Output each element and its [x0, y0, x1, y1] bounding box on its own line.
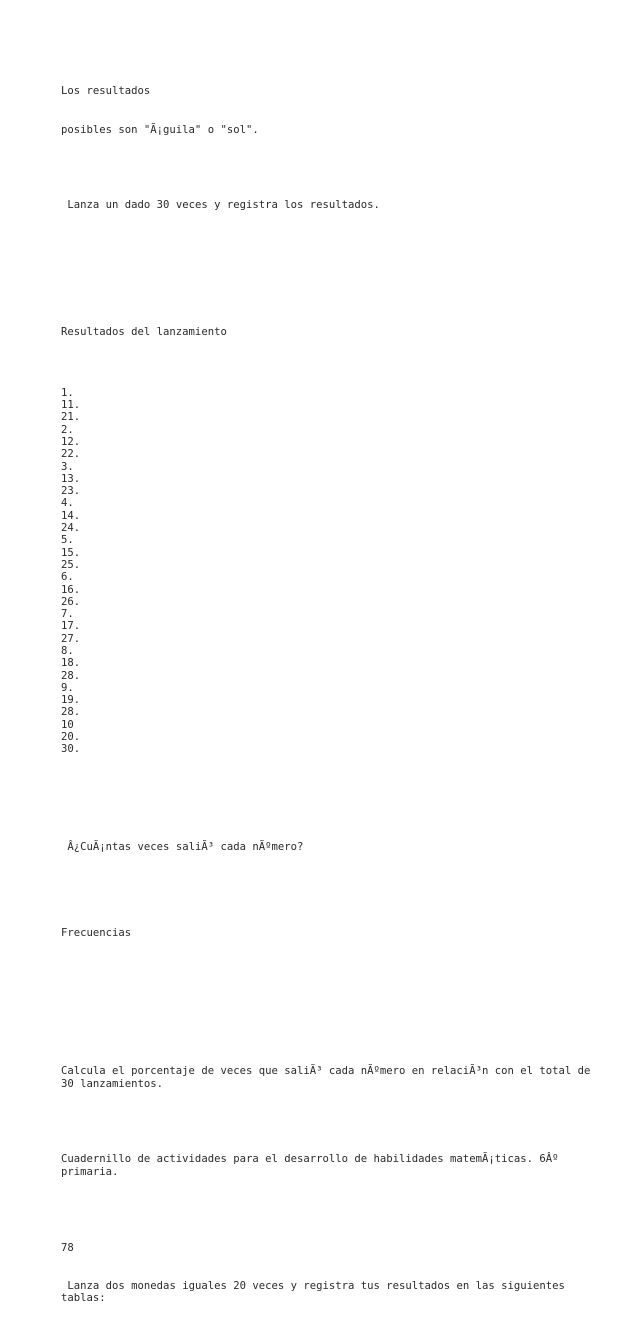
list-item: 17. — [61, 620, 81, 633]
list-item: 13. — [61, 472, 81, 485]
list-item: 18. — [61, 657, 81, 670]
list-item: 27. — [61, 632, 81, 645]
list-item: 2. — [61, 423, 74, 436]
list-item: 19. — [61, 694, 81, 707]
frecuencias-label: Frecuencias — [61, 926, 132, 939]
list-item: 28. — [61, 706, 81, 719]
list-item: 10 — [61, 718, 74, 731]
list-item: 20. — [61, 731, 81, 744]
list-item: 21. — [61, 411, 81, 424]
list-item: 24. — [61, 522, 81, 535]
footer-booklet-note: Cuadernillo de actividades para el desarrollo de habilidades matemÃ¡ticas. 6Âº primaria. — [61, 1153, 565, 1179]
list-item: 14. — [61, 509, 81, 522]
intro-line-2: posibles son "Ã¡guila" o "sol". — [61, 123, 259, 136]
list-item: 16. — [61, 583, 81, 596]
document-page — [61, 60, 601, 1318]
list-item: 22. — [61, 448, 81, 461]
list-item: 6. — [61, 571, 74, 584]
list-item: 25. — [61, 558, 81, 571]
list-item: 5. — [61, 534, 74, 547]
results-heading: Resultados del lanzamiento — [61, 325, 227, 338]
list-item: 28. — [61, 669, 81, 682]
page-number: 78 — [61, 1241, 74, 1254]
list-item: 4. — [61, 497, 74, 510]
percentage-instruction: Calcula el porcentaje de veces que saliÃ³ cada nÃºmero en relaciÃ³n con el total de 30 lanzamientos. — [61, 1065, 597, 1090]
list-item: 26. — [61, 595, 81, 608]
intro-line-1: Los resultados — [61, 85, 151, 98]
results-list — [61, 387, 601, 756]
list-item: 1. — [61, 386, 74, 399]
list-item: 7. — [61, 608, 74, 621]
list-item: 12. — [61, 435, 81, 448]
frequency-question: Â¿CuÃ¡ntas veces saliÃ³ cada nÃºmero? — [61, 841, 304, 854]
list-item: 9. — [61, 681, 74, 694]
list-item: 3. — [61, 460, 74, 473]
coins-instruction: Lanza dos monedas iguales 20 veces y registra tus resultados en las siguientes tablas: — [61, 1279, 572, 1305]
list-item: 15. — [61, 546, 81, 559]
list-item: 30. — [61, 743, 81, 756]
list-item: 23. — [61, 485, 81, 498]
dice-instruction: Lanza un dado 30 veces y registra los resultados. — [61, 199, 380, 212]
list-item: 8. — [61, 645, 74, 657]
list-item: 11. — [61, 399, 81, 412]
